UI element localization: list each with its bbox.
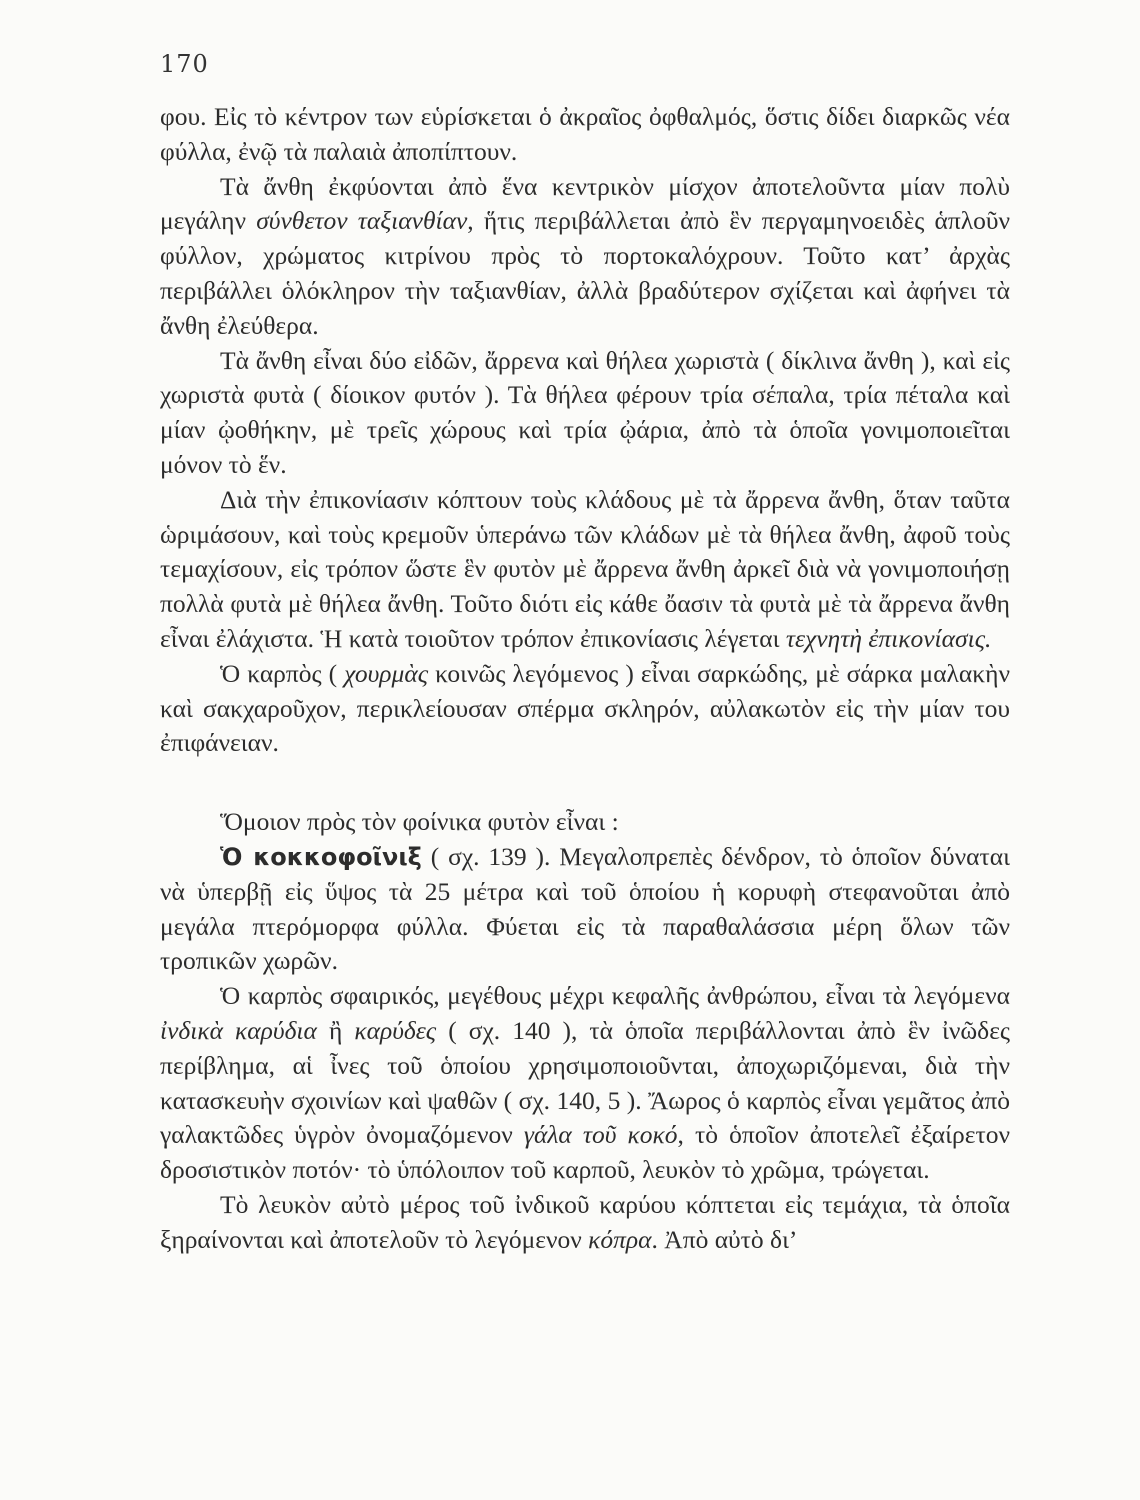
paragraph-6: Ὅμοιον πρὸς τὸν φοίνικα φυτὸν εἶναι : — [220, 807, 619, 837]
italic-term: σύνθετον ταξιανθίαν — [256, 206, 468, 236]
paragraph-1: φου. Εἰς τὸ κέντρον των εὑρίσκεται ὁ ἀκραῖος ὀφθαλμός, ὅστις δίδει διαρκῶς νέα φύλλα, ἐνῷ τὰ παλαιὰ ἀποπίπτουν. — [160, 102, 1010, 166]
italic-term: καρύδες — [354, 1015, 437, 1045]
section-term: Ὁ κοκκοφοῖνιξ — [220, 842, 422, 871]
italic-term: ἰνδικὰ καρύδια — [160, 1015, 317, 1045]
body-text — [160, 100, 1010, 1258]
paragraph-8: Ὁ καρπὸς σφαιρικός, μεγέθους μέχρι κεφαλῆς ἀνθρώπου, εἶναι τὰ λεγόμενα ἰνδικὰ καρύδια ἢ καρύδες ( σχ. 140 ), τὰ ὁποῖα περιβάλλονται ἀπὸ ἓν ἰνῶδες περίβλημα, αἱ ἶνες τοῦ ὁποίου χρησιμοποιοῦνται, ἀποχωριζόμεναι, διὰ τὴν κατασκευὴν σχοινίων καὶ ψαθῶν ( σχ. 140, 5 ). Ἄωρος ὁ καρπὸς εἶναι γεμᾶτος ἀπὸ γαλακτῶδες ὑγρὸν ὀνομαζόμενον γάλα τοῦ κοκό, τὸ ὁποῖον ἀποτελεῖ ἐξαίρετον δροσιστικὸν ποτόν· τὸ ὑπόλοιπον τοῦ καρποῦ, λευκὸν τὸ χρῶμα, τρώγεται. — [160, 981, 1010, 1185]
paragraph-2: Τὰ ἄνθη ἐκφύονται ἀπὸ ἕνα κεντρικὸν μίσχον ἀποτελοῦντα μίαν πολὺ μεγάλην σύνθετον ταξιανθίαν, ἥτις περιβάλλεται ἀπὸ ἓν περγαμηνοειδὲς ἁπλοῦν φύλλον, χρώματος κιτρίνου πρὸς τὸ πορτοκαλόχρουν. Τοῦτο κατ’ ἀρχὰς περιβάλλει ὁλόκληρον τὴν ταξιανθίαν, ἀλλὰ βραδύτερον σχίζεται καὶ ἀφήνει τὰ ἄνθη ἐλεύθερα. — [160, 171, 1010, 340]
paragraph-7: Ὁ κοκκοφοῖνιξ ( σχ. 139 ). Μεγαλοπρεπὲς δένδρον, τὸ ὁποῖον δύναται νὰ ὑπερβῇ εἰς ὕψος τὰ 25 μέτρα καὶ τοῦ ὁποίου ἡ κορυφὴ στεφανοῦται ἀπὸ μεγάλα πτερόμορφα φύλλα. Φύεται εἰς τὰ παραθαλάσσια μέρη ὅλων τῶν τροπικῶν χωρῶν. — [160, 841, 1010, 976]
paragraph-5: Ὁ καρπὸς ( χουρμὰς κοινῶς λεγόμενος ) εἶναι σαρκώδης, μὲ σάρκα μαλακὴν καὶ σακχαροῦχον, περικλείουσαν σπέρμα σκληρόν, αὐλακωτὸν εἰς τὴν μίαν του ἐπιφάνειαν. — [160, 658, 1010, 758]
italic-term: γάλα τοῦ κοκό — [523, 1120, 678, 1150]
page-number: 170 — [160, 50, 209, 78]
paragraph-3: Τὰ ἄνθη εἶναι δύο εἰδῶν, ἄρρενα καὶ θήλεα χωριστὰ ( δίκλινα ἄνθη ), καὶ εἰς χωριστὰ φυτὰ ( δίοικον φυτόν ). Τὰ θήλεα φέρουν τρία σέπαλα, τρία πέταλα καὶ μίαν ᾠοθήκην, μὲ τρεῖς χώρους καὶ τρία ᾠάρια, ἀπὸ τὰ ὁποῖα γονιμοποιεῖται μόνον τὸ ἕν. — [160, 345, 1010, 479]
italic-term: τεχνητὴ ἐπικονίασις. — [785, 623, 992, 653]
italic-term: χουρμὰς — [344, 658, 429, 688]
paragraph-4: Διὰ τὴν ἐπικονίασιν κόπτουν τοὺς κλάδους μὲ τὰ ἄρρενα ἄνθη, ὅταν ταῦτα ὡριμάσουν, καὶ τοὺς κρεμοῦν ὑπεράνω τῶν κλάδων μὲ τὰ θήλεα ἄνθη, ἀφοῦ τοὺς τεμαχίσουν, εἰς τρόπον ὥστε ἓν φυτὸν μὲ ἄρρενα ἄνθη ἀρκεῖ διὰ νὰ γονιμοποιήσῃ πολλὰ φυτὰ μὲ θήλεα ἄνθη. Τοῦτο διότι εἰς κάθε ὄασιν τὰ φυτὰ μὲ τὰ ἄρρενα ἄνθη εἶναι ἐλάχιστα. Ἡ κατὰ τοιοῦτον τρόπον ἐπικονίασις λέγεται τεχνητὴ ἐπικονίασις. — [160, 484, 1010, 653]
paragraph-9: Τὸ λευκὸν αὐτὸ μέρος τοῦ ἰνδικοῦ καρύου κόπτεται εἰς τεμάχια, τὰ ὁποῖα ξηραίνονται καὶ ἀποτελοῦν τὸ λεγόμενον κόπρα. Ἀπὸ αὐτὸ δι’ — [160, 1189, 1010, 1254]
italic-term: κόπρα — [588, 1224, 652, 1254]
